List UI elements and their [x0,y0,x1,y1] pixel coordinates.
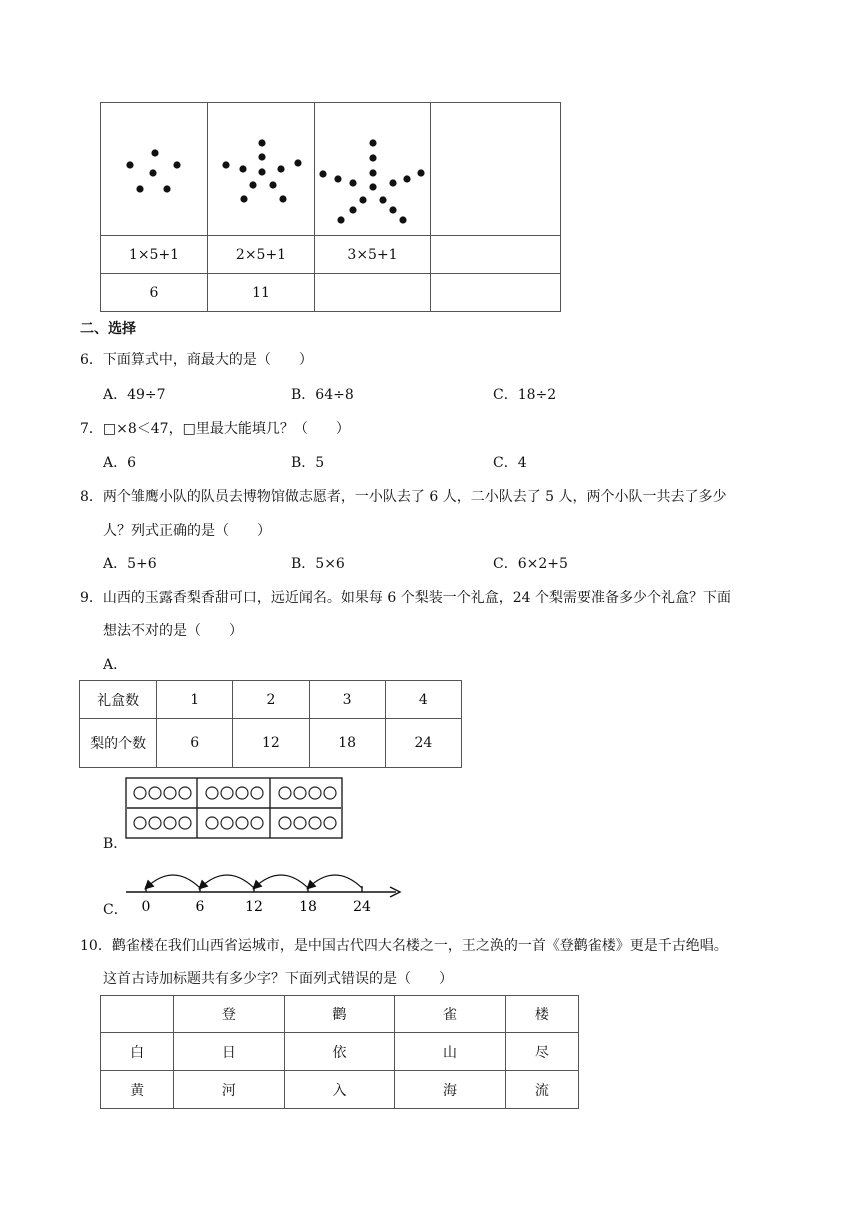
q8-option-c[interactable]: C．6×2+5 [493,556,568,572]
formula-cell: 1×5+1 [101,236,208,274]
number-line-diagram [120,860,410,916]
row-label: 梨的个数 [80,719,157,768]
jump-arc [200,875,254,888]
row-label: 礼盒数 [80,681,157,719]
number-line-label: 0 [141,899,151,915]
number-line-label: 24 [353,899,371,915]
pear-count-cell: 18 [309,719,385,768]
pear-circle [294,787,306,799]
poem-cell: 白 [101,1033,174,1071]
pear-circle [279,787,291,799]
q6-option-a[interactable]: A．49÷7 [103,387,166,403]
pear-circle [236,817,248,829]
poem-cell: 登 [174,996,285,1033]
pear-circle [294,817,306,829]
question-8-line-1: 8．两个雏鹰小队的队员去博物馆做志愿者，一小队去了 6 人，二小队去了 5 人，两个小队一共去了多少 [80,489,727,505]
q9-option-a[interactable]: A． [103,657,128,673]
pear-circle [149,787,161,799]
section-title: 二、选择 [80,321,136,337]
question-6: 6．下面算式中，商最大的是（ ） [80,352,313,368]
q7-option-a[interactable]: A．6 [103,455,137,471]
jump-arc [146,875,200,888]
star-pattern-3 [315,103,431,236]
question-8-line-2: 人？列式正确的是（ ） [103,523,271,539]
pear-circle [179,817,191,829]
formula-cell: 3×5+1 [315,236,431,274]
q7-option-c[interactable]: C．4 [493,455,527,471]
pear-circle [134,817,146,829]
pear-count-cell: 6 [157,719,233,768]
poem-cell [101,996,174,1033]
number-line-label: 12 [245,899,263,915]
pear-circle [134,787,146,799]
star-pattern-table [100,102,561,312]
star-pattern-2 [208,103,315,236]
pear-circle [251,817,263,829]
q7-option-b[interactable]: B．5 [291,455,325,471]
q9-option-b[interactable]: B． [103,836,128,852]
grouped-circles-diagram [125,777,345,841]
pear-circle [236,787,248,799]
poem-cell: 日 [174,1033,285,1071]
number-line-label: 6 [195,899,205,915]
q9-option-c[interactable]: C． [103,902,128,918]
poem-cell: 流 [505,1071,578,1109]
pear-circle [279,817,291,829]
star-pattern-4-empty [431,103,561,236]
poem-cell: 依 [284,1033,395,1071]
question-10-line-2: 这首古诗加标题共有多少字？下面列式错误的是（ ） [103,971,453,987]
total-cell: 11 [208,274,315,312]
question-9-line-1: 9．山西的玉露香梨香甜可口，远近闻名。如果每 6 个梨装一个礼盒，24 个梨需要准备多少个礼盒？下面 [80,590,731,606]
pear-circle [309,787,321,799]
poem-cell: 海 [395,1071,506,1109]
pear-circle [206,787,218,799]
total-cell: 6 [101,274,208,312]
pear-circle [149,817,161,829]
q8-option-b[interactable]: B．5×6 [291,556,345,572]
jump-arc [308,875,362,888]
pear-circle [179,787,191,799]
pear-circle [164,817,176,829]
formula-cell [431,236,561,274]
poem-cell: 黄 [101,1071,174,1109]
poem-table [100,995,579,1109]
poem-cell: 雀 [395,996,506,1033]
pear-circle [309,817,321,829]
box-count-cell: 4 [385,681,461,719]
total-cell [315,274,431,312]
total-cell [431,274,561,312]
jump-arc [254,875,308,888]
dot-pattern-1-image [101,103,207,231]
pear-count-cell: 24 [385,719,461,768]
box-count-cell: 3 [309,681,385,719]
poem-cell: 河 [174,1071,285,1109]
pear-circle [324,787,336,799]
star-pattern-1 [101,103,208,236]
question-7: 7．□×8＜47，□里最大能填几？（ ） [80,421,350,437]
formula-cell: 2×5+1 [208,236,315,274]
pear-circle [164,787,176,799]
poem-cell: 山 [395,1033,506,1071]
box-count-cell: 1 [157,681,233,719]
dot-pattern-2-image [208,103,314,231]
box-count-cell: 2 [233,681,309,719]
pear-circle [221,787,233,799]
dot-pattern-3-image [315,103,430,231]
gift-box-table [79,680,462,768]
question-9-line-2: 想法不对的是（ ） [103,623,243,639]
poem-cell: 楼 [505,996,578,1033]
number-line-label: 18 [299,899,317,915]
pear-circle [324,817,336,829]
q6-option-c[interactable]: C．18÷2 [493,387,557,403]
poem-cell: 入 [284,1071,395,1109]
pear-circle [251,787,263,799]
pear-circle [221,817,233,829]
q8-option-a[interactable]: A．5+6 [103,556,157,572]
pear-count-cell: 12 [233,719,309,768]
pear-circle [206,817,218,829]
q6-option-b[interactable]: B．64÷8 [291,387,354,403]
question-10-line-1: 10．鹳雀楼在我们山西省运城市，是中国古代四大名楼之一，王之涣的一首《登鹳雀楼》更是千古绝唱。 [80,938,728,954]
poem-cell: 尽 [505,1033,578,1071]
poem-cell: 鹳 [284,996,395,1033]
